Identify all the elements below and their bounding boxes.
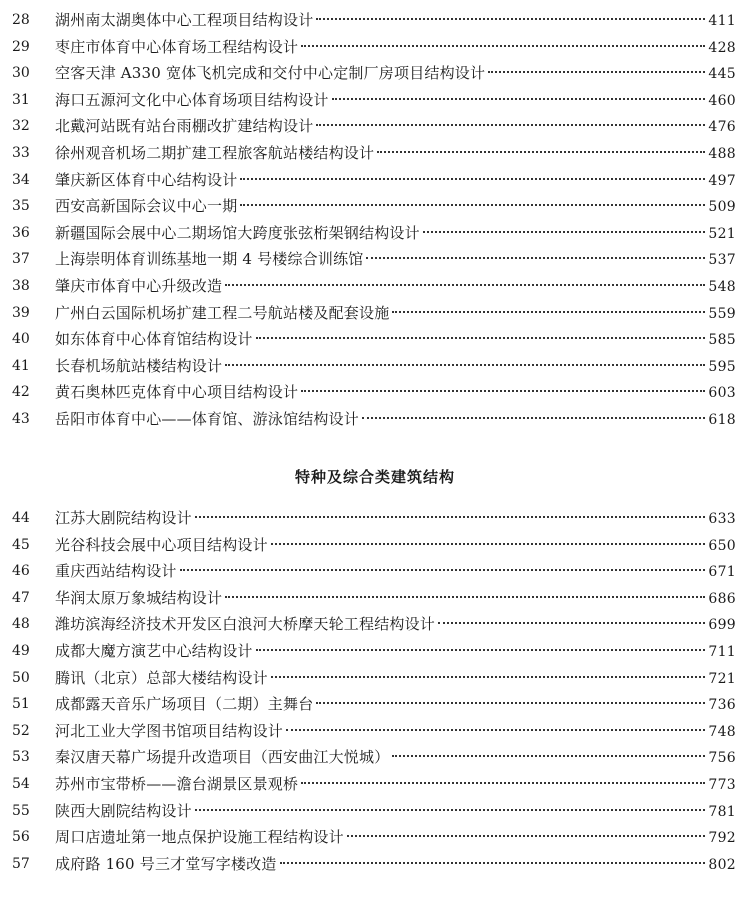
entry-title: 肇庆新区体育中心结构设计 (55, 170, 238, 189)
toc-entry[interactable] (0, 7, 750, 34)
dot-leader (225, 284, 705, 286)
entry-page-number: 411 (708, 13, 736, 29)
entry-page-number: 595 (708, 358, 736, 375)
entry-number: 56 (12, 829, 30, 846)
entry-title: 华润太原万象城结构设计 (55, 588, 223, 607)
toc-entry[interactable] (0, 193, 750, 220)
entry-title: 腾讯（北京）总部大楼结构设计 (55, 668, 268, 687)
entry-number: 43 (12, 410, 30, 427)
toc-group-special-and-complex (0, 505, 750, 877)
entry-page-number: 711 (708, 643, 736, 660)
entry-number: 57 (12, 855, 30, 872)
dot-leader (316, 124, 705, 126)
dot-leader (271, 676, 706, 678)
dot-leader (392, 311, 705, 313)
entry-page-number: 671 (708, 564, 736, 581)
entry-title: 湖州南太湖奥体中心工程项目结构设计 (55, 11, 314, 29)
entry-number: 53 (12, 749, 30, 766)
toc-entry[interactable] (0, 771, 750, 798)
dot-leader (301, 782, 705, 784)
entry-number: 46 (12, 563, 30, 580)
entry-number: 39 (12, 304, 30, 321)
entry-page-number: 476 (708, 119, 736, 136)
dot-leader (195, 809, 706, 811)
entry-number: 34 (12, 171, 30, 188)
entry-title: 秦汉唐天幕广场提升改造项目（西安曲江大悦城） (55, 748, 390, 767)
entry-title: 光谷科技会展中心项目结构设计 (55, 535, 268, 554)
entry-page-number: 721 (708, 670, 736, 687)
toc-entry[interactable] (0, 87, 750, 114)
entry-title: 枣庄市体育中心体育场工程结构设计 (55, 37, 299, 56)
entry-page-number: 802 (708, 856, 736, 873)
entry-number: 31 (12, 91, 30, 108)
entry-number: 33 (12, 144, 30, 161)
entry-page-number: 509 (708, 199, 736, 216)
entry-page-number: 460 (708, 92, 736, 109)
entry-number: 35 (12, 198, 30, 215)
entry-number: 45 (12, 536, 30, 553)
entry-title: 成都露天音乐广场项目（二期）主舞台 (55, 695, 314, 714)
toc-entry[interactable] (0, 798, 750, 825)
entry-title: 成都大魔方演艺中心结构设计 (55, 641, 253, 660)
entry-page-number: 445 (708, 66, 736, 83)
entry-page-number: 699 (708, 617, 736, 634)
toc-entry[interactable] (0, 824, 750, 851)
entry-title: 徐州观音机场二期扩建工程旅客航站楼结构设计 (55, 143, 375, 162)
entry-page-number: 537 (708, 252, 736, 269)
entry-title: 空客天津 A330 宽体飞机完成和交付中心定制厂房项目结构设计 (55, 64, 486, 83)
entry-title: 周口店遗址第一地点保护设施工程结构设计 (55, 828, 344, 847)
entry-number: 38 (12, 277, 30, 294)
dot-leader (280, 862, 706, 864)
toc-group-sports-and-large-span (0, 7, 750, 433)
entry-title: 上海崇明体育训练基地一期 4 号楼综合训练馆 (55, 250, 364, 269)
entry-page-number: 497 (708, 172, 736, 189)
entry-page-number: 585 (708, 332, 736, 349)
entry-title: 成府路 160 号三才堂写字楼改造 (55, 854, 277, 873)
dot-leader (362, 417, 705, 419)
dot-leader (377, 151, 705, 153)
toc-entry[interactable] (0, 273, 750, 300)
dot-leader (423, 231, 706, 233)
entry-page-number: 748 (708, 723, 736, 740)
dot-leader (225, 364, 705, 366)
toc-entry[interactable] (0, 851, 750, 878)
entry-number: 49 (12, 642, 30, 659)
entry-page-number: 756 (708, 750, 736, 767)
entry-number: 28 (12, 12, 30, 28)
toc-entry[interactable] (0, 326, 750, 353)
entry-number: 55 (12, 802, 30, 819)
entry-page-number: 548 (708, 278, 736, 295)
section-heading: 特种及综合类建筑结构 (294, 468, 455, 486)
entry-title: 河北工业大学图书馆项目结构设计 (55, 721, 284, 740)
toc-entry[interactable] (0, 611, 750, 638)
dot-leader (438, 622, 705, 624)
entry-title: 苏州市宝带桥——澹台湖景区景观桥 (55, 774, 299, 793)
entry-page-number: 521 (708, 225, 736, 242)
entry-title: 广州白云国际机场扩建工程二号航站楼及配套设施 (55, 303, 390, 322)
entry-page-number: 559 (708, 305, 736, 322)
entry-title: 新疆国际会展中心二期场馆大跨度张弦桁架钢结构设计 (55, 223, 420, 242)
dot-leader (488, 71, 705, 73)
entry-title: 肇庆市体育中心升级改造 (55, 276, 223, 295)
entry-page-number: 618 (708, 411, 736, 428)
dot-leader (301, 45, 705, 47)
toc-entry[interactable] (0, 532, 750, 559)
dot-leader (180, 569, 706, 571)
toc-entry[interactable] (0, 638, 750, 665)
entry-number: 50 (12, 669, 30, 686)
entry-title: 岳阳市体育中心——体育馆、游泳馆结构设计 (55, 409, 360, 428)
toc-entry[interactable] (0, 718, 750, 745)
toc-entry[interactable] (0, 246, 750, 273)
entry-page-number: 792 (708, 830, 736, 847)
dot-leader (332, 98, 706, 100)
toc-entry[interactable] (0, 140, 750, 167)
dot-leader (286, 729, 705, 731)
entry-page-number: 686 (708, 590, 736, 607)
toc-entry[interactable] (0, 220, 750, 247)
entry-number: 44 (12, 510, 30, 526)
entry-page-number: 773 (708, 776, 736, 793)
entry-title: 潍坊滨海经济技术开发区白浪河大桥摩天轮工程结构设计 (55, 615, 436, 634)
dot-leader (316, 18, 705, 20)
entry-title: 西安高新国际会议中心一期 (55, 197, 238, 216)
entry-title: 陕西大剧院结构设计 (55, 801, 192, 820)
toc-entry[interactable] (0, 744, 750, 771)
toc-entry[interactable] (0, 60, 750, 87)
entry-page-number: 650 (708, 537, 736, 554)
toc-entry[interactable] (0, 353, 750, 380)
toc-entry[interactable] (0, 505, 750, 532)
entry-number: 47 (12, 589, 30, 606)
entry-page-number: 781 (708, 803, 736, 820)
toc-entry[interactable] (0, 665, 750, 692)
entry-page-number: 736 (708, 697, 736, 714)
dot-leader (240, 204, 705, 206)
entry-number: 42 (12, 384, 30, 401)
dot-leader (392, 755, 705, 757)
entry-title: 江苏大剧院结构设计 (55, 509, 192, 527)
dot-leader (240, 178, 705, 180)
entry-number: 40 (12, 331, 30, 348)
entry-number: 29 (12, 38, 30, 55)
toc-entry[interactable] (0, 585, 750, 612)
dot-leader (316, 702, 705, 704)
toc-entry[interactable] (0, 691, 750, 718)
toc-entry[interactable] (0, 34, 750, 61)
toc-entry[interactable] (0, 300, 750, 327)
entry-title: 重庆西站结构设计 (55, 562, 177, 581)
dot-leader (256, 337, 706, 339)
entry-page-number: 488 (708, 145, 736, 162)
entry-title: 北戴河站既有站台雨棚改扩建结构设计 (55, 117, 314, 136)
toc-entry[interactable] (0, 113, 750, 140)
entry-number: 36 (12, 224, 30, 241)
entry-number: 41 (12, 357, 30, 374)
entry-title: 黄石奥林匹克体育中心项目结构设计 (55, 383, 299, 402)
entry-title: 如东体育中心体育馆结构设计 (55, 330, 253, 349)
dot-leader (301, 390, 705, 392)
toc-entry[interactable] (0, 406, 750, 433)
dot-leader (225, 596, 705, 598)
dot-leader (271, 543, 706, 545)
entry-number: 48 (12, 616, 30, 633)
entry-number: 51 (12, 696, 30, 713)
entry-page-number: 603 (708, 385, 736, 402)
entry-number: 37 (12, 251, 30, 268)
entry-page-number: 428 (708, 39, 736, 56)
dot-leader (366, 257, 705, 259)
entry-page-number: 633 (708, 511, 736, 527)
entry-title: 长春机场航站楼结构设计 (55, 356, 223, 375)
toc-entry[interactable] (0, 167, 750, 194)
entry-number: 54 (12, 775, 30, 792)
entry-number: 32 (12, 118, 30, 135)
dot-leader (347, 835, 706, 837)
toc-entry[interactable] (0, 379, 750, 406)
dot-leader (256, 649, 706, 651)
entry-title: 海口五源河文化中心体育场项目结构设计 (55, 90, 329, 109)
entry-number: 30 (12, 65, 30, 82)
toc-entry[interactable] (0, 558, 750, 585)
dot-leader (195, 516, 706, 518)
entry-number: 52 (12, 722, 30, 739)
